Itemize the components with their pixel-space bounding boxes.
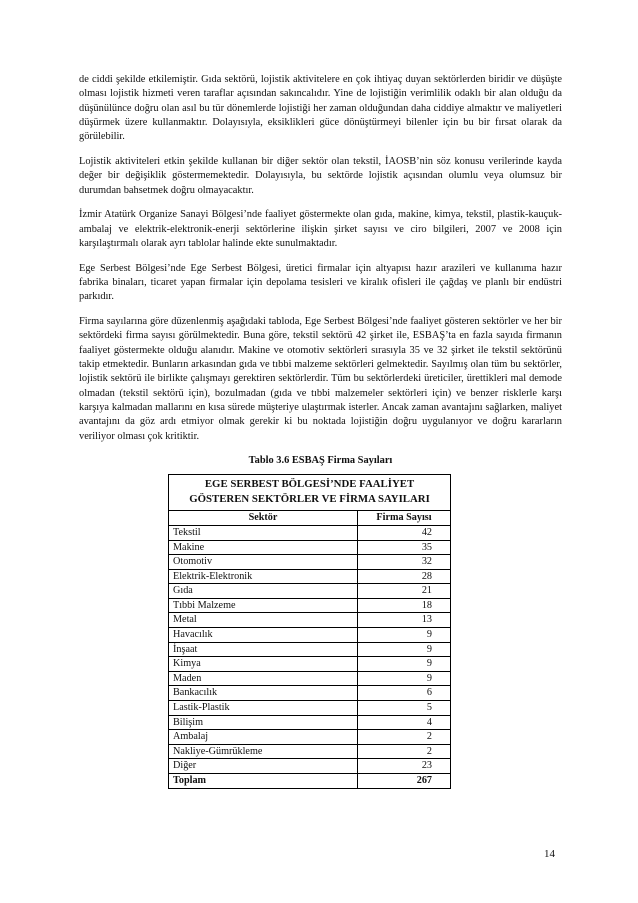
table-row [169,555,451,570]
total-value: 267 [358,774,451,789]
column-header-row [169,511,451,526]
count-cell: 5 [358,701,451,716]
paragraph-iaosb: İzmir Atatürk Organize Sanayi Bölgesi’nde faaliyet göstermekte olan gıda, makine, kimya, tekstil, plastik-kauçuk-ambalaj ve elektrik-elektronik-enerji sektörlerine ilişkin şirket sayısı ve ciro bilgileri, 2007 ve 2008 için karşılaştırmalı olarak ayrı tablolar halinde ekte sunulmaktadır. [79,209,562,249]
count-cell: 4 [358,715,451,730]
sector-cell: Lastik-Plastik [169,701,358,716]
sector-cell: Havacılık [169,628,358,643]
count-cell: 9 [358,642,451,657]
table-body [169,525,451,788]
sector-cell: Diğer [169,759,358,774]
count-cell: 23 [358,759,451,774]
sector-cell: Gıda [169,584,358,599]
table-row [169,613,451,628]
table-row [169,628,451,643]
sector-cell: Elektrik-Elektronik [169,569,358,584]
table-caption: Tablo 3.6 ESBAŞ Firma Sayıları [248,455,393,467]
table-row [169,701,451,716]
count-cell: 21 [358,584,451,599]
count-cell: 2 [358,744,451,759]
count-cell: 32 [358,555,451,570]
sector-cell: Nakliye-Gümrükleme [169,744,358,759]
document-body [79,73,562,789]
paragraph-firm-counts: Firma sayılarına göre düzenlenmiş aşağıdaki tabloda, Ege Serbest Bölgesi’nde faaliyet gösteren sektörler ve her bir sektördeki firma sayısı görülmektedir. Buna göre, tekstil sektörü 42 şirket ile, ESBAŞ’ta en fazla sayıda firmanın faaliyet göstermekte olduğu alanıdır. Makine ve otomotiv sektörleri sırasıyla 35 ve 32 şirket ile tekstil sektörünü takip etmektedir. Bunların arkasından gıda ve tıbbi malzeme sektörleri gelmektedir. Sayılmış olan tüm bu sektörler, lojistik sektörü ile birlikte çalışmayı gerektiren sektörlerdir. Tüm bu sektörlerdeki üreticiler, ürettikleri mal demode olmadan (tekstil sektörü için), bozulmadan (gıda ve tıbbi malzemeler sektörleri için) ve benzer risklerle karşı karşıya kalmadan mallarını en kısa sürede müşteriye ulaştırmak isterler. Ancak zaman avantajını sağlarken, maliyet avantajını da göz ardı etmiyor olmak gerekir ki bu noktada lojistiğin doğru uygulanıyor ve doğru kararların veriliyor olması çok kritiktir. [79,316,562,442]
sector-cell: Bilişim [169,715,358,730]
paragraph-free-zone: Ege Serbest Bölgesi’nde Ege Serbest Bölgesi, üretici firmalar için altyapısı hazır arazileri ve kullanıma hazır fabrika binaları, ticaret yapan firmalar için depolama tesisleri ve kiralık ofisleri ile çağdaş ve planlı bir endüstri parkıdır. [79,262,562,303]
sector-cell: Tekstil [169,525,358,540]
sector-cell: İnşaat [169,642,358,657]
sector-cell: Tıbbi Malzeme [169,598,358,613]
table-row [169,657,451,672]
count-cell: 9 [358,628,451,643]
table-row [169,715,451,730]
count-cell: 9 [358,671,451,686]
table-row [169,730,451,745]
table-title-line-1: EGE SERBEST BÖLGESİ’NDE FAALİYET [204,478,415,491]
column-header-count: Firma Sayısı [358,511,451,526]
table-total-row [169,774,451,789]
count-cell: 13 [358,613,451,628]
table-title [169,475,451,511]
page-number: 14 [544,848,555,860]
sector-cell: Kimya [169,657,358,672]
paragraph-food-sector: de ciddi şekilde etkilemiştir. Gıda sektörü, lojistik aktivitelere en çok ihtiyaç duyan sektörlerden biridir ve düşüşte olması lojistik hizmeti veren taraflar açısından sakıncalıdır. Yine de lojistiğin verimlilik odaklı bir alan olduğu da düşünülünce doğru olan asıl bu tür dönemlerde lojistiği her zaman olduğundan daha ciddiye almaktır ve maliyetleri düşürmek üzere kullanmaktır. Dolayısıyla, eksiklikleri güce dönüştürmeyi bilenler için bu bir fırsat olarak da görülebilir. [79,74,562,143]
table-row [169,744,451,759]
count-cell: 42 [358,525,451,540]
count-cell: 18 [358,598,451,613]
count-cell: 6 [358,686,451,701]
sector-cell: Ambalaj [169,730,358,745]
table-title-row [169,475,451,511]
paragraph-textile: Lojistik aktiviteleri etkin şekilde kullanan bir diğer sektör olan tekstil, İAOSB’nin söz konusu verilerinde kayda değer bir değişiklik göstermemektedir. Dolayısıyla, bu sektörde lojistik açısından olumlu veya olumsuz bir durumdan bahsetmek doğru olmayacaktır. [79,155,562,196]
firm-count-table [168,474,451,788]
table-row [169,671,451,686]
table-row [169,686,451,701]
table-row [169,525,451,540]
sector-cell: Maden [169,671,358,686]
count-cell: 28 [358,569,451,584]
table-row [169,642,451,657]
table-row [169,759,451,774]
sector-cell: Otomotiv [169,555,358,570]
sector-cell: Bankacılık [169,686,358,701]
table-row [169,584,451,599]
total-label: Toplam [169,774,358,789]
table-row [169,540,451,555]
count-cell: 2 [358,730,451,745]
count-cell: 9 [358,657,451,672]
count-cell: 35 [358,540,451,555]
sector-cell: Makine [169,540,358,555]
table-row [169,598,451,613]
sector-cell: Metal [169,613,358,628]
table-title-line-2: GÖSTEREN SEKTÖRLER VE FİRMA SAYILARI [189,493,430,506]
table-row [169,569,451,584]
column-header-sector: Sektör [169,511,358,526]
